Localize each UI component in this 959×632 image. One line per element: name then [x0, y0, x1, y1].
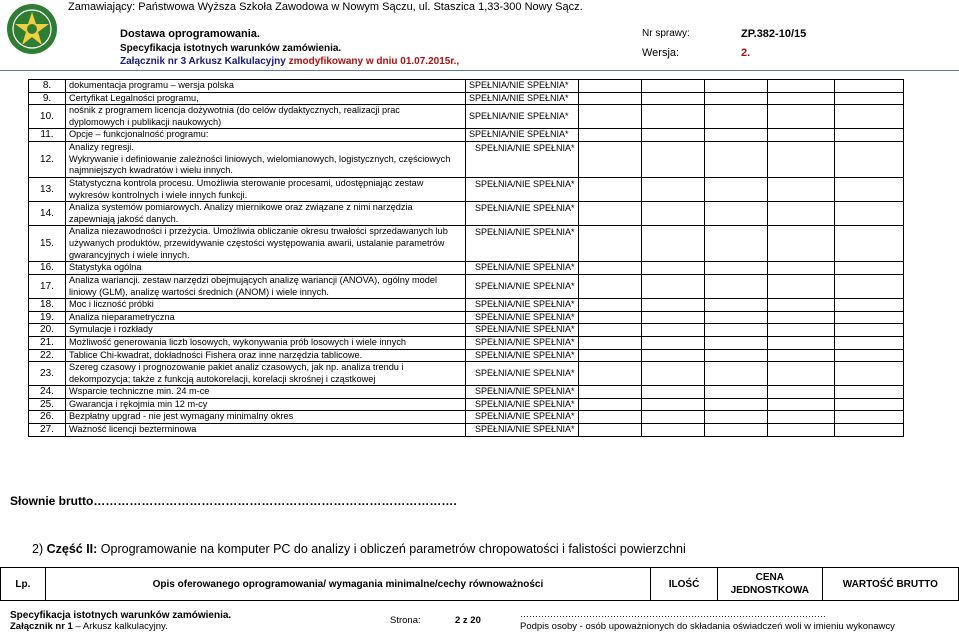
empty-cell[interactable] — [578, 129, 641, 142]
empty-cell[interactable] — [767, 202, 834, 226]
row-description — [66, 202, 466, 226]
description-line: Statystyczna kontrola procesu. Umożliwia sterowanie procesami, udostępniając zestaw — [69, 177, 424, 188]
empty-cell[interactable] — [834, 362, 903, 386]
delivery-title: Dostawa oprogramowania. — [120, 28, 260, 40]
compliance-status — [466, 226, 579, 262]
empty-cell[interactable] — [641, 386, 704, 399]
empty-cell[interactable] — [641, 398, 704, 411]
description-line: Analiza systemów pomiarowych. Analizy miernikowe oraz związane z nimi narzędzia — [69, 202, 413, 213]
description-line: Analiza wariancji. zestaw narzędzi obejmujących analizę wariancji (ANOVA), ogólny model — [69, 274, 438, 285]
row-number: 23. — [29, 362, 66, 386]
description-line: Certyfikat Legalności programu, — [69, 92, 199, 103]
compliance-status — [466, 80, 579, 93]
row-number: 10. — [29, 105, 66, 129]
table-row — [29, 349, 904, 362]
empty-cell[interactable] — [578, 141, 641, 177]
table-row — [29, 177, 904, 201]
table-row — [29, 92, 904, 105]
col-lp: Lp. — [1, 568, 46, 601]
table-row — [29, 424, 904, 437]
table-row — [29, 299, 904, 312]
description-line: Analizy regresji. — [69, 142, 134, 153]
empty-cell[interactable] — [767, 226, 834, 262]
empty-cell[interactable] — [704, 336, 767, 349]
part-2-heading — [32, 542, 686, 556]
empty-cell[interactable] — [578, 311, 641, 324]
empty-cell[interactable] — [834, 311, 903, 324]
part-2-label: Część II: — [46, 542, 98, 556]
requirements-table-body — [29, 80, 904, 437]
empty-cell[interactable] — [641, 92, 704, 105]
description-line: dyplomowych i publikacji naukowych) — [69, 116, 222, 127]
description-line: używanych produktów, przewidywanie częstości występowania awarii, ustalanie parametrów — [69, 238, 445, 249]
col-cena: CENA JEDNOSTKOWA — [717, 568, 822, 601]
footer-spec: Specyfikacja istotnych warunków zamówienia. — [10, 610, 232, 621]
empty-cell[interactable] — [834, 324, 903, 337]
row-number: 18. — [29, 299, 66, 312]
row-number: 25. — [29, 398, 66, 411]
empty-cell[interactable] — [767, 177, 834, 201]
empty-cell[interactable] — [578, 80, 641, 93]
table-row — [29, 226, 904, 262]
amount-in-words: Słownie brutto………………………………………………………………………………. — [10, 494, 457, 508]
spec-title: Specyfikacja istotnych warunków zamówienia. — [120, 43, 342, 54]
empty-cell[interactable] — [704, 411, 767, 424]
compliance-status-text: SPEŁNIA/NIE SPEŁNIA* — [475, 349, 575, 360]
empty-cell[interactable] — [767, 386, 834, 399]
footer-attachment-rest: – Arkusz kalkulacyjny. — [72, 621, 168, 632]
row-number: 19. — [29, 311, 66, 324]
empty-cell[interactable] — [767, 141, 834, 177]
description-line: najmniejszych kwadratów i wielu innych. — [69, 165, 233, 176]
empty-cell[interactable] — [834, 386, 903, 399]
row-description — [66, 386, 466, 399]
empty-cell[interactable] — [704, 202, 767, 226]
empty-cell[interactable] — [834, 274, 903, 298]
compliance-status-text: SPEŁNIA/NIE SPEŁNIA* — [475, 142, 575, 153]
empty-cell[interactable] — [578, 274, 641, 298]
compliance-status — [466, 386, 579, 399]
description-line: Wsparcie techniczne min. 24 m-ce — [69, 386, 210, 397]
row-number: 27. — [29, 424, 66, 437]
compliance-status-text: SPEŁNIA/NIE SPEŁNIA* — [475, 398, 575, 409]
empty-cell[interactable] — [767, 362, 834, 386]
description-line: dekompozycja; także z funkcją autokorelacji, korelacji skrośnej i cząstkowej — [69, 373, 376, 384]
compliance-status — [466, 398, 579, 411]
compliance-status — [466, 274, 579, 298]
empty-cell[interactable] — [834, 141, 903, 177]
row-description — [66, 80, 466, 93]
row-description — [66, 105, 466, 129]
contracting-authority-line: Zamawiający: Państwowa Wyższa Szkoła Zawodowa w Nowym Sączu, ul. Staszica 1,33-300 Nowy Sącz. — [68, 1, 583, 13]
empty-cell[interactable] — [767, 105, 834, 129]
row-description — [66, 424, 466, 437]
empty-cell[interactable] — [767, 92, 834, 105]
row-description — [66, 226, 466, 262]
school-logo — [6, 3, 58, 55]
empty-cell[interactable] — [834, 398, 903, 411]
empty-cell[interactable] — [767, 262, 834, 275]
compliance-status — [466, 324, 579, 337]
header-divider — [0, 70, 959, 71]
empty-cell[interactable] — [641, 424, 704, 437]
compliance-status-text: SPEŁNIA/NIE SPEŁNIA* — [475, 178, 575, 189]
description-line: Wykrywanie i definiowanie zależności liniowych, wielomianowych, logistycznych, częściowych — [69, 153, 451, 164]
empty-cell[interactable] — [767, 80, 834, 93]
description-line: dokumentacja programu – wersja polska — [69, 80, 234, 90]
compliance-status — [466, 92, 579, 105]
empty-cell[interactable] — [834, 105, 903, 129]
compliance-status-text: SPEŁNIA/NIE SPEŁNIA* — [475, 324, 575, 335]
empty-cell[interactable] — [641, 105, 704, 129]
case-number-value: ZP.382-10/15 — [741, 28, 807, 40]
table-row — [29, 80, 904, 93]
empty-cell[interactable] — [641, 411, 704, 424]
empty-cell[interactable] — [834, 262, 903, 275]
table-row — [29, 411, 904, 424]
compliance-status-text: SPEŁNIA/NIE SPEŁNIA* — [469, 80, 569, 90]
empty-cell[interactable] — [704, 386, 767, 399]
description-line: Gwarancja i rękojmia min 12 m-cy — [69, 398, 208, 409]
empty-cell[interactable] — [578, 226, 641, 262]
part-2-title: Oprogramowanie na komputer PC do analizy i obliczeń parametrów chropowatości i falistości powierzchni — [97, 542, 686, 556]
row-number: 15. — [29, 226, 66, 262]
row-description — [66, 336, 466, 349]
description-line: Moc i liczność próbki — [69, 299, 154, 310]
row-description — [66, 411, 466, 424]
empty-cell[interactable] — [578, 362, 641, 386]
empty-cell[interactable] — [641, 129, 704, 142]
compliance-status — [466, 311, 579, 324]
empty-cell[interactable] — [578, 262, 641, 275]
compliance-status-text: SPEŁNIA/NIE SPEŁNIA* — [475, 336, 575, 347]
row-description — [66, 311, 466, 324]
compliance-status — [466, 411, 579, 424]
compliance-status — [466, 349, 579, 362]
description-line: liniowy (GLM), analizę wartości średnich (ANOM) i wiele innych. — [69, 286, 329, 297]
compliance-status-text: SPEŁNIA/NIE SPEŁNIA* — [475, 203, 575, 214]
empty-cell[interactable] — [704, 92, 767, 105]
row-description — [66, 177, 466, 201]
empty-cell[interactable] — [578, 324, 641, 337]
empty-cell[interactable] — [578, 105, 641, 129]
table-row — [29, 141, 904, 177]
empty-cell[interactable] — [704, 226, 767, 262]
empty-cell[interactable] — [767, 424, 834, 437]
table-row — [29, 336, 904, 349]
empty-cell[interactable] — [704, 362, 767, 386]
compliance-status-text: SPEŁNIA/NIE SPEŁNIA* — [469, 92, 569, 103]
empty-cell[interactable] — [704, 262, 767, 275]
empty-cell[interactable] — [767, 349, 834, 362]
version-label: Wersja: — [642, 47, 680, 59]
empty-cell[interactable] — [578, 411, 641, 424]
empty-cell[interactable] — [704, 398, 767, 411]
footer-attachment-label: Załącznik nr 1 — [10, 621, 73, 632]
description-line: gwarancyjnych i wiele innych. — [69, 249, 190, 260]
description-line: nośnik z programem licencja dożywotnia (do celów dydaktycznych, realizacji prac — [69, 105, 400, 116]
compliance-status-text: SPEŁNIA/NIE SPEŁNIA* — [475, 280, 575, 291]
empty-cell[interactable] — [704, 274, 767, 298]
row-description — [66, 324, 466, 337]
compliance-status-text: SPEŁNIA/NIE SPEŁNIA* — [475, 227, 575, 238]
empty-cell[interactable] — [704, 311, 767, 324]
empty-cell[interactable] — [641, 311, 704, 324]
modification-note: zmodyfikowany w dniu 01.07.2015r., — [288, 56, 460, 67]
compliance-status-text: SPEŁNIA/NIE SPEŁNIA* — [475, 367, 575, 378]
attachment-label: Załącznik nr 3 Arkusz Kalkulacyjny — [120, 56, 286, 67]
description-line: Tablice Chi-kwadrat, dokładności Fishera oraz inne narzędzia tablicowe. — [69, 349, 363, 360]
empty-cell[interactable] — [641, 202, 704, 226]
row-number: 17. — [29, 274, 66, 298]
table-row — [29, 324, 904, 337]
empty-cell[interactable] — [834, 411, 903, 424]
empty-cell[interactable] — [641, 349, 704, 362]
compliance-status-text: SPEŁNIA/NIE SPEŁNIA* — [475, 262, 575, 273]
empty-cell[interactable] — [641, 226, 704, 262]
empty-cell[interactable] — [767, 336, 834, 349]
table-row — [29, 362, 904, 386]
empty-cell[interactable] — [834, 80, 903, 93]
empty-cell[interactable] — [578, 398, 641, 411]
empty-cell[interactable] — [834, 424, 903, 437]
table-row — [29, 105, 904, 129]
description-line: Szereg czasowy i prognozowanie pakiet analiz czasowych, jak np. analiza trendu i — [69, 362, 404, 373]
table-row — [29, 274, 904, 298]
compliance-status — [466, 141, 579, 177]
empty-cell[interactable] — [641, 362, 704, 386]
empty-cell[interactable] — [578, 349, 641, 362]
empty-cell[interactable] — [704, 129, 767, 142]
part-2-prefix: 2) — [32, 542, 47, 556]
empty-cell[interactable] — [578, 177, 641, 201]
description-line: Ważność licencji bezterminowa — [69, 424, 197, 435]
description-line: Symulacje i rozkłady — [69, 324, 153, 335]
empty-cell[interactable] — [641, 80, 704, 93]
row-number: 26. — [29, 411, 66, 424]
compliance-status-text: SPEŁNIA/NIE SPEŁNIA* — [475, 386, 575, 397]
compliance-status-text: SPEŁNIA/NIE SPEŁNIA* — [475, 424, 575, 435]
description-line: Statystyka ogólna — [69, 262, 142, 273]
row-description — [66, 349, 466, 362]
table-row — [29, 311, 904, 324]
row-number: 16. — [29, 262, 66, 275]
description-line: Bezpłatny upgrad - nie jest wymagany minimalny okres — [69, 411, 294, 422]
empty-cell[interactable] — [834, 349, 903, 362]
empty-cell[interactable] — [578, 336, 641, 349]
compliance-status — [466, 177, 579, 201]
compliance-status — [466, 202, 579, 226]
empty-cell[interactable] — [834, 129, 903, 142]
empty-cell[interactable] — [767, 299, 834, 312]
empty-cell[interactable] — [767, 274, 834, 298]
attachment-line — [120, 56, 459, 67]
row-number: 13. — [29, 177, 66, 201]
empty-cell[interactable] — [641, 299, 704, 312]
table-row — [29, 398, 904, 411]
compliance-status-text: SPEŁNIA/NIE SPEŁNIA* — [475, 299, 575, 310]
empty-cell[interactable] — [704, 80, 767, 93]
part-2-table-header — [0, 567, 959, 601]
empty-cell[interactable] — [834, 336, 903, 349]
empty-cell[interactable] — [578, 202, 641, 226]
empty-cell[interactable] — [641, 274, 704, 298]
description-line: Możliwość generowania liczb losowych, wykonywania prób losowych i wiele innych — [69, 336, 407, 347]
empty-cell[interactable] — [834, 299, 903, 312]
empty-cell[interactable] — [767, 398, 834, 411]
row-number: 14. — [29, 202, 66, 226]
empty-cell[interactable] — [578, 299, 641, 312]
empty-cell[interactable] — [641, 177, 704, 201]
description-line: Analiza nieparametryczna — [69, 311, 175, 322]
case-number-label: Nr sprawy: — [642, 28, 690, 39]
description-line: Opcje – funkcjonalność programu: — [69, 129, 209, 140]
compliance-status-text: SPEŁNIA/NIE SPEŁNIA* — [475, 411, 575, 422]
row-number: 24. — [29, 386, 66, 399]
empty-cell[interactable] — [641, 324, 704, 337]
empty-cell[interactable] — [641, 141, 704, 177]
empty-cell[interactable] — [834, 177, 903, 201]
footer-attachment — [10, 621, 168, 632]
empty-cell[interactable] — [578, 92, 641, 105]
empty-cell[interactable] — [641, 262, 704, 275]
description-line: wykresów kontrolnych i wiele innych funkcji. — [69, 189, 248, 200]
compliance-status — [466, 362, 579, 386]
row-description — [66, 262, 466, 275]
row-number: 8. — [29, 80, 66, 93]
part-2-header-row — [1, 568, 959, 601]
signature-caption: Podpis osoby - osób upoważnionych do składania oświadczeń woli w imieniu wykonawcy — [520, 621, 895, 632]
empty-cell[interactable] — [704, 299, 767, 312]
empty-cell[interactable] — [767, 324, 834, 337]
row-description — [66, 398, 466, 411]
empty-cell[interactable] — [767, 311, 834, 324]
table-row — [29, 262, 904, 275]
row-number: 9. — [29, 92, 66, 105]
compliance-status — [466, 105, 579, 129]
row-number: 21. — [29, 336, 66, 349]
compliance-status — [466, 299, 579, 312]
row-description — [66, 274, 466, 298]
empty-cell[interactable] — [704, 424, 767, 437]
empty-cell[interactable] — [578, 386, 641, 399]
empty-cell[interactable] — [767, 129, 834, 142]
compliance-status-text: SPEŁNIA/NIE SPEŁNIA* — [475, 311, 575, 322]
page-label: Strona: — [390, 615, 421, 626]
col-ilosc: ILOŚĆ — [651, 568, 718, 601]
row-description — [66, 362, 466, 386]
table-row — [29, 386, 904, 399]
empty-cell[interactable] — [704, 349, 767, 362]
empty-cell[interactable] — [834, 92, 903, 105]
col-wartosc: WARTOŚĆ BRUTTO — [822, 568, 958, 601]
empty-cell[interactable] — [834, 226, 903, 262]
empty-cell[interactable] — [704, 177, 767, 201]
signature-line: ………………………………………………………………………………………… — [520, 609, 826, 619]
description-line: Analiza niezawodności i przeżycia. Umożliwia obliczanie okresu trwałości sprzedawanych lub — [69, 226, 448, 237]
empty-cell[interactable] — [704, 324, 767, 337]
description-line: zapewniają jakość danych. — [69, 213, 179, 224]
row-description — [66, 129, 466, 142]
compliance-status-text: SPEŁNIA/NIE SPEŁNIA* — [469, 110, 569, 121]
empty-cell[interactable] — [834, 202, 903, 226]
empty-cell[interactable] — [641, 336, 704, 349]
requirements-table — [28, 79, 904, 437]
col-opis: Opis oferowanego oprogramowania/ wymagania minimalne/cechy równoważności — [45, 568, 650, 601]
empty-cell[interactable] — [578, 424, 641, 437]
row-number: 22. — [29, 349, 66, 362]
row-number: 12. — [29, 141, 66, 177]
compliance-status — [466, 262, 579, 275]
compliance-status — [466, 336, 579, 349]
row-number: 20. — [29, 324, 66, 337]
table-row — [29, 202, 904, 226]
row-number: 11. — [29, 129, 66, 142]
table-row — [29, 129, 904, 142]
empty-cell[interactable] — [704, 105, 767, 129]
row-description — [66, 299, 466, 312]
version-value: 2. — [741, 47, 751, 59]
compliance-status-text: SPEŁNIA/NIE SPEŁNIA* — [469, 129, 569, 140]
empty-cell[interactable] — [767, 411, 834, 424]
empty-cell[interactable] — [704, 141, 767, 177]
page-number: 2 z 20 — [455, 615, 481, 626]
row-description — [66, 92, 466, 105]
row-description — [66, 141, 466, 177]
compliance-status — [466, 129, 579, 142]
compliance-status — [466, 424, 579, 437]
